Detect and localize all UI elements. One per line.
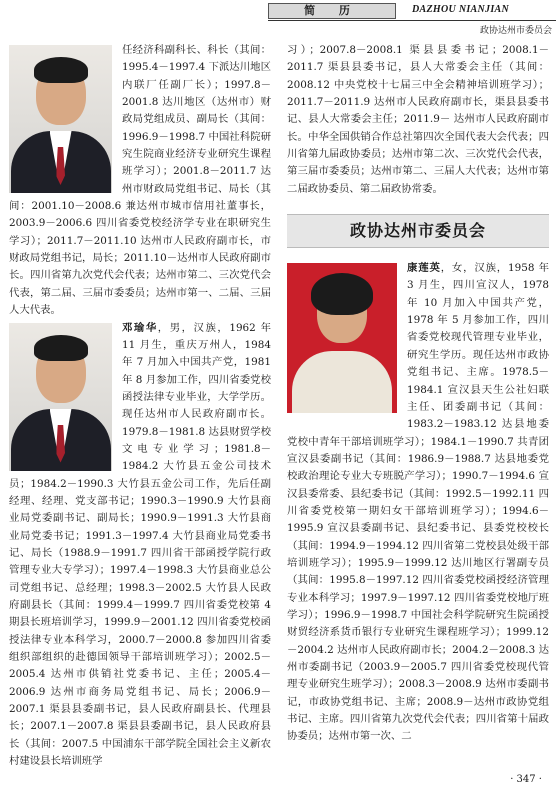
person-name-2: 邓瑜华 [122,321,158,334]
page-number: · 347 · [510,774,542,785]
person-name-3: 康莲英 [407,262,441,275]
right-column [287,42,549,746]
section-title: 政协达州市委员会 [287,214,549,248]
bio-paragraph-3 [287,260,549,746]
bio-paragraph-2 [9,320,271,771]
portrait-photo-3 [287,263,397,413]
page-header [0,0,556,40]
header-subtitle: 政协达州市委员会 [479,26,552,36]
bio-text-1: 任经济科副科长、科长（其间：1995.4－1997.4 下派达川地区内联厂任副厂长）；1997.8－2001.8 达川地区（达州市）财政局党组成员、副局长（其间：1996.9－1998.7 中国社科院研究生院商业经济专业研究生课程班学习）；2001.8－2011.7 达州市财政局党组书记、局长（其间：2001.10－2008.6 兼达州市城市信用社董事长，2003.9－2006.6 四川省委党校经济学专业在职研究生学习）；2011.7－2011.10 达州市人民政府副市长，市财政局党组书记，局长；2011.10－达州市人民政府副市长。四川省第九次党代会代表；达州市第二、三次党代会代表，第二届、三届市委委员；达州市第一、二届、三届人大代表。 [9,44,271,317]
bio-text-2: ，男，汉族，1962 年 11 月生，重庆万州人，1984 年 7 月加入中国共产党，1981 年 8 月参加工作，四川省委党校函授法律专业毕业，大学学历。现任达州市人民政府副市长。1979.8－1981.8 达县财贸学校文电专业学习；1981.8－1984.2 大竹县五金公司技术员；1984.2－1990.3 大竹县五金公司工作，先后任副经理、经理、党支部书记；1990.3－1990.9 大竹县商业局党委副书记、副局长；1990.9－1991.3 大竹县商业局党委书记；1991.3－1997.4 大竹县商业局党委书记、局长（1988.9－1991.7 四川省干部函授学院行政管理专业大专学习）；1997.4－1998.3 大竹县商业总公司党组书记、总经理；1998.3－2002.5 大竹县人民政府副县长（其间：1999.4－1999.7 四川省委党校第 4 期县长班培训学习，1999.9－2001.12 四川省委党校函授法律专业本科学习，2000.7－2000.8 参加四川省委组织部组织的赴德国领导干部培训班学习）；2002.5－2005.4 达州市供销社党委书记、主任；2005.4－2006.9 达州市商务局党组书记、局长；2006.9－2007.1 渠县县委副书记，县人民政府副县长、代理县长；2007.1－2007.8 渠县县委副书记，县人民政府县长（其间：2007.5 中国浦东干部学院全国社会主义新农村建设县长培训班学 [9,321,272,768]
bio-paragraph-2-cont [287,42,549,198]
section-label: 简 历 [268,3,396,19]
bio-text-2-cont: 习）；2007.8－2008.1 渠县县委书记；2008.1－2011.7 渠县县委书记，县人大常委会主任（其间：2008.12 中央党校十七届三中全会精神培训班学习）；2011.7－2011.9 达州市人民政府副市长，渠县县委书记、县人大常委会主任；2011.9－ 达州市人民政府副市长。中华全国供销合作总社第四次全国代表大会代表；四川省第九届政协委员；达州市第二次、三次党代会代表，第三届市委委员；达州市第二、三届人大代表；达州市第二届政协委员、第二届政协常委。 [287,44,549,195]
portrait-photo-1 [9,45,112,193]
portrait-photo-2 [9,323,112,471]
bio-text-3: ，女，汉族，1958 年 3 月生，四川宣汉人，1978 年 10 月加入中国共产党，1978 年 5 月参加工作，四川省委党校现代管理专业毕业，研究生学历。现任达州市政协党组书记、主席。1978.5－1984.1 宣汉县天生公社妇联主任、团委副书记（其间：1983.2－1983.12 达县地委党校中青年干部培训班学习）；1984.1－1990.7 共青团宣汉县委副书记（其间：1986.9－1988.7 达县地委党校政治理论专业大专班脱产学习）；1990.7－1994.6 宣汉县委常委、县纪委书记（其间：1992.5－1992.11 四川省委党校第一期妇女干部培训班学习）；1994.6－1995.9 宣汉县委副书记、县纪委书记、县委党校校长（其间：1994.9－1994.12 四川省第二党校县处级干部培训班学习）；1995.9－1999.12 达川地区行署副专员（其间：1995.8－1997.12 四川省委党校函授经济管理专业本科学习；1997.9－1997.12 四川省委党校地厅班学习）；1996.9－1998.7 中国社会科学院研究生院函授财贸经济系货币银行专业研究生课程班学习）；1999.12－2004.2 达州市人民政府副市长；2004.2－2008.3 达州市委副书记（2003.9－2005.7 四川省委党校现代管理专业研究生班学习）；2008.3－2008.9 达州市委副书记，市政协党组书记、主席；2008.9－达州市政协党组书记、主席。四川省第九次党代会代表；四川省第十届政协委员；达州市第一次、二 [287,262,550,743]
header-rule [268,20,556,21]
left-column [9,42,271,770]
bio-paragraph-1 [9,42,271,320]
publication-title: DAZHOU NIANJIAN [412,4,510,15]
